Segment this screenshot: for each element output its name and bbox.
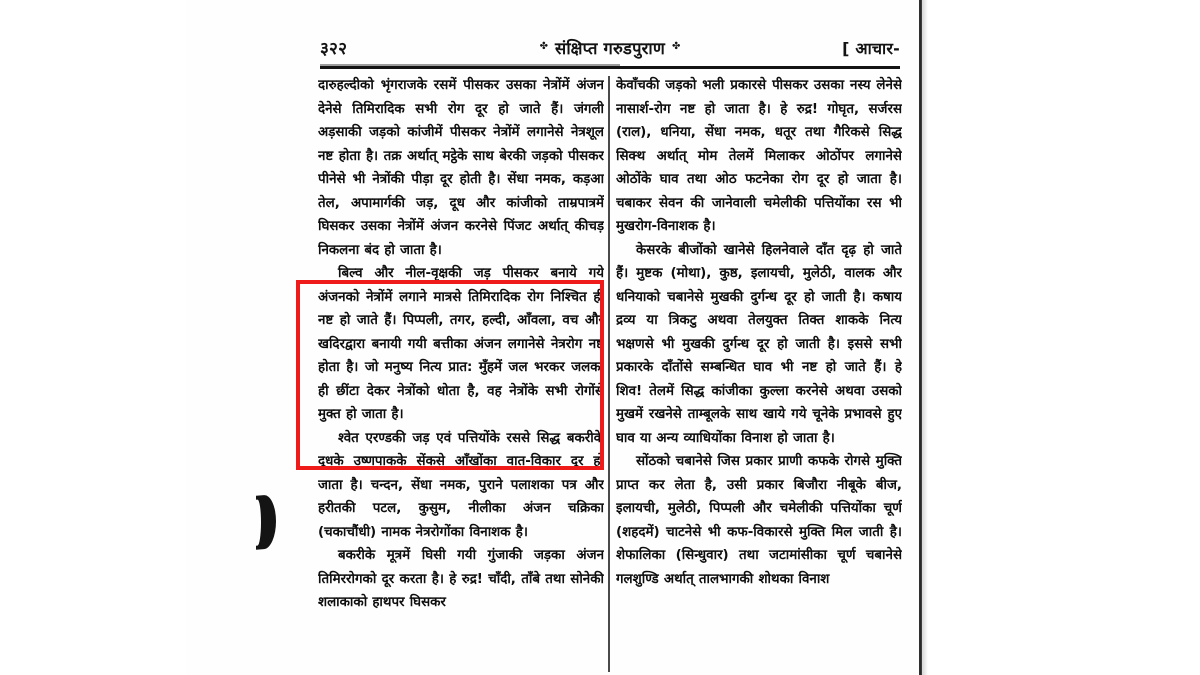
section-marker: [ आचार- (842, 39, 900, 58)
paragraph: सोंठको चबानेसे जिस प्रकार प्राणी कफके रोगसे मुक्ति प्राप्त कर लेता है, उसी प्रकार बिजौरा नीबूके बीज, इलायची, मुलेठी, पिप्पली और चमेलीकी पत्तियोंका चूर्ण (शहदमें) चाटनेसे भी कफ-विकारसे मुक्ति मिल जाती है। शेफालिका (सिन्धुवार) तथा जटामांसीका चूर्ण चबानेसे गलशुण्डि अर्थात् तालभागकी शोथका विनाश (616, 454, 902, 587)
header-rule (320, 66, 900, 69)
page-number: ३२२ (320, 39, 348, 59)
running-title: संक्षिप्त गरुडपुराण (555, 39, 665, 58)
paragraph: दारुहल्दीको भृंगराजके रसमें पीसकर उसका नेत्रोंमें अंजन देनेसे तिमिरादिक सभी रोग दूर हो जाते हैं। जंगली अड़साकी जड़को कांजीमें पीसकर नेत्रोंमें लगानेसे नेत्रशूल नष्ट होता है। तक्र अर्थात् मट्ठेके साथ बेरकी जड़को पीसकर पीनेसे भी नेत्रोंकी पीड़ा दूर होती है। सेंधा नमक, कड़आ तेल, अपामार्गकी जड़, दूध और कांजीको ताम्रपात्रमें घिसकर उसका नेत्रोंमें अंजन करनेसे पिंजट अर्थात् कीचड़ निकलना बंद हो जाता है। (318, 78, 604, 258)
text-column-right (616, 74, 902, 674)
column-divider (608, 76, 610, 672)
star-right-icon: ✤ (672, 40, 681, 52)
text-column-left (318, 74, 604, 674)
running-title-group (540, 36, 681, 59)
paragraph: केवाँचकी जड़को भली प्रकारसे पीसकर उसका नस्य लेनेसे नासार्श-रोग नष्ट हो जाता है। हे रुद्र! गोघृत, सर्जरस (राल), धनिया, सेंधा नमक, धतूर तथा गैरिकसे सिद्ध सिक्थ अर्थात् मोम तेलमें मिलाकर ओठोंपर लगानेसे ओठोंके घाव तथा ओठ फटनेका रोग दूर हो जाता है। चबाकर सेवन की जानेवाली चमेलीकी पत्तियोंका रस भी मुखरोग-विनाशक है। (616, 78, 902, 234)
body-columns (318, 74, 902, 674)
paragraph: बकरीके मूत्रमें घिसी गयी गुंजाकी जड़का अंजन तिमिररोगको दूर करता है। हे रुद्र! चाँदी, ताँबे तथा सोनेकी शलाकाको हाथपर घिसकर (318, 548, 604, 610)
paragraph: केसरके बीजोंको खानेसे हिलनेवाले दाँत दृढ़ हो जाते हैं। मुष्टक (मोथा), कुष्ठ, इलायची, मुलेठी, वालक और धनियाको चबानेसे मुखकी दुर्गन्ध दूर हो जाती है। कषाय द्रव्य या त्रिकटु अथवा तेलयुक्त तिक्त शाकके नित्य भक्षणसे भी मुखकी दुर्गन्ध दूर हो जाती है। इससे सभी प्रकारके दाँतोंसे सम्बन्धित घाव भी नष्ट हो जाते हैं। हे शिव! तेलमें सिद्ध कांजीका कुल्ला करनेसे अथवा उसको मुखमें रखनेसे ताम्बूलके साथ खाये गये चूनेके प्रभावसे हुए घाव या अन्य व्याधियोंका विनाश हो जाता है। (616, 242, 902, 446)
paragraph-highlighted: बिल्व और नील-वृक्षकी जड़ पीसकर बनाये गये अंजनको नेत्रोंमें लगाने मात्रसे तिमिरादिक रोग निश्चित ही नष्ट हो जाते हैं। पिप्पली, तगर, हल्दी, आँवला, वच और खदिरद्वारा बनायी गयी बत्तीका अंजन लगानेसे नेत्ररोग नष्ट होता है। जो मनुष्य नित्य प्रात: मुँहमें जल भरकर जलका ही छींटा देकर नेत्रोंको धोता है, वह नेत्रोंके सभी रोगोंसे मुक्त हो जाता है। (318, 266, 604, 422)
outer-margin (928, 0, 1200, 675)
star-left-icon: ✤ (539, 40, 548, 52)
page-header (320, 36, 900, 66)
paragraph: श्वेत एरण्डकी जड़ एवं पत्तियोंके रससे सिद्ध बकरीके दूधके उष्णपाकके सेंकसे आँखोंका वात-विकार दूर हो जाता है। चन्दन, सेंधा नमक, पुराने पलाशका पत्र और हरीतकी पटल, कुसुम, नीलीका अंजन चक्रिका (चकाचौंधी) नामक नेत्ररोगोंका विनाशक है। (318, 430, 604, 540)
